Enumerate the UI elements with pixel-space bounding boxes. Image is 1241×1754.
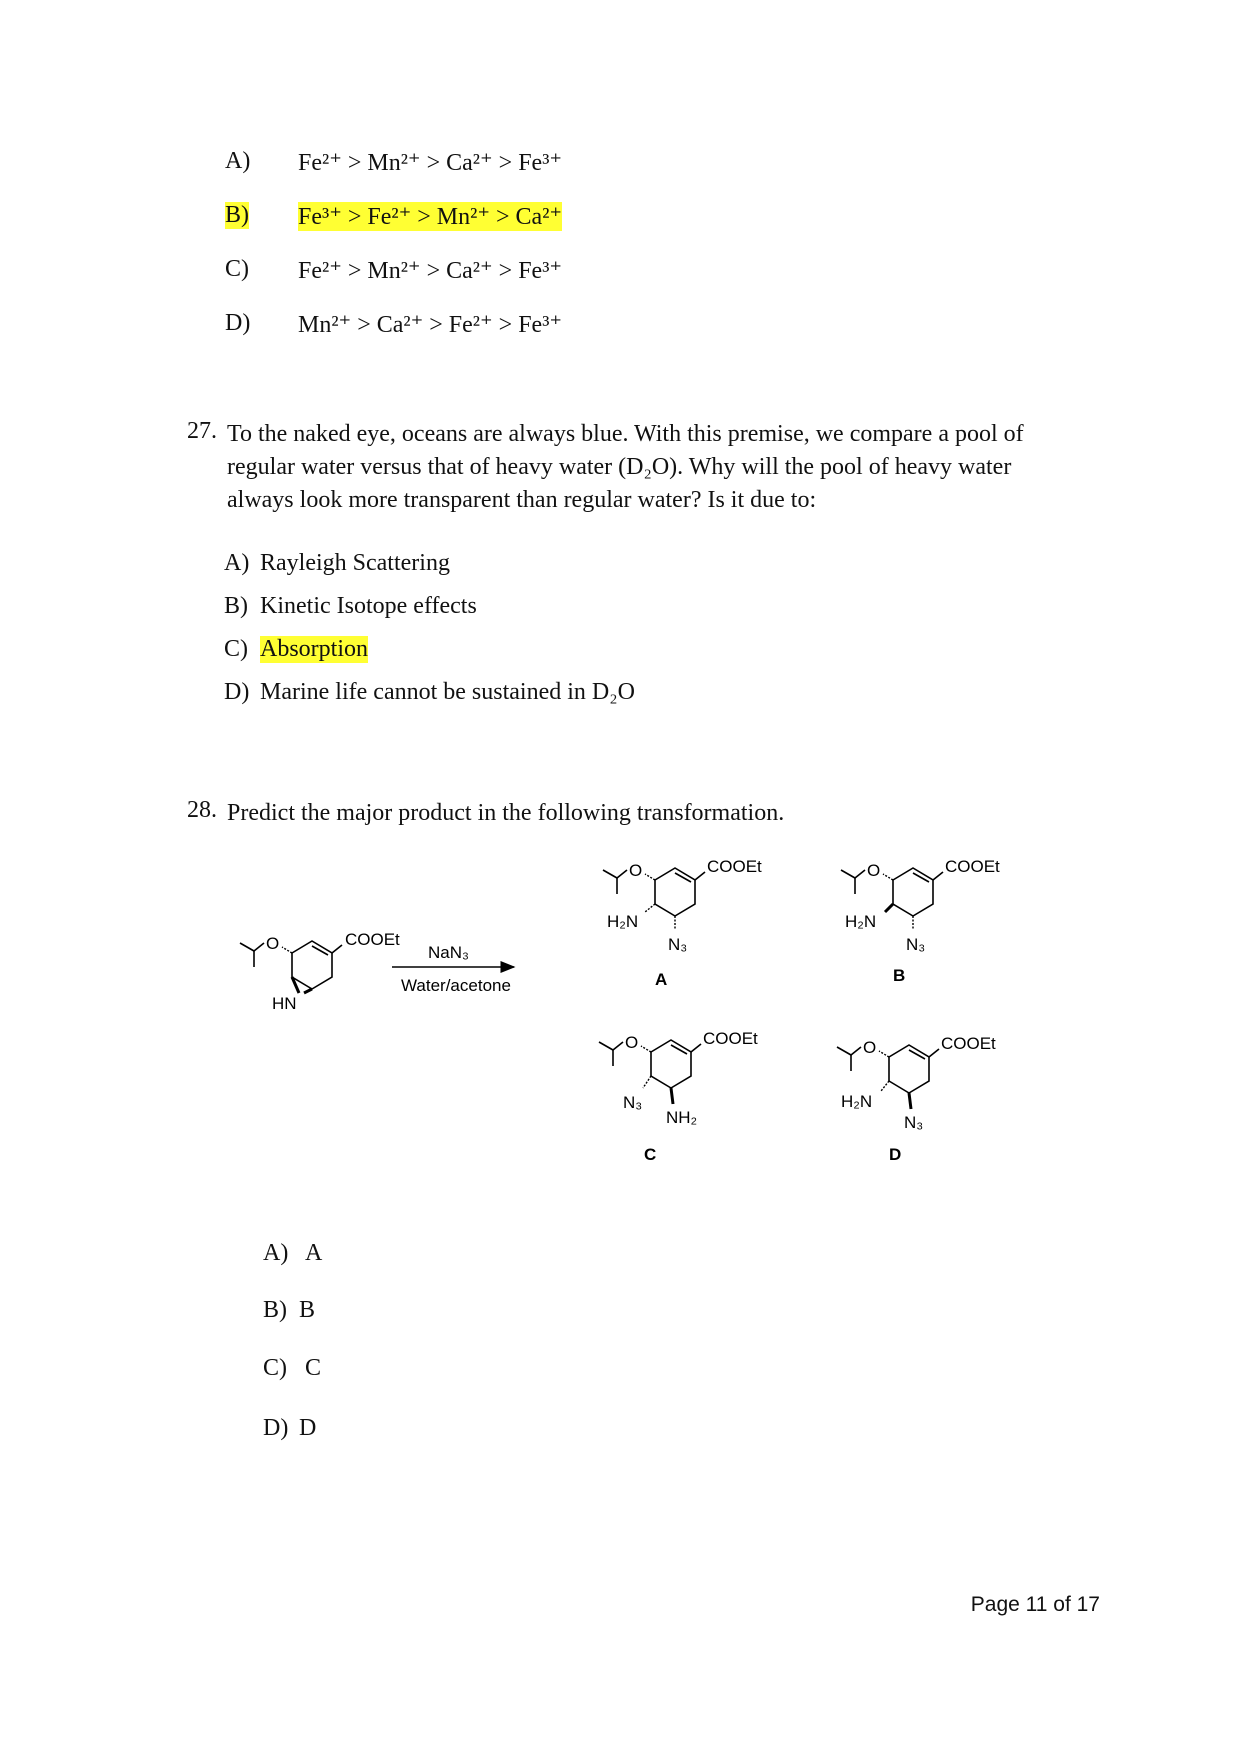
q27-option-b-text: Kinetic Isotope effects <box>260 593 477 619</box>
product-c-amine: NH₂ <box>666 1108 698 1127</box>
q26-option-a-label: A) <box>225 148 251 174</box>
reagent-label: NaN₃ <box>428 943 469 962</box>
q26-option-b-label: B) <box>225 202 249 228</box>
q26-option-d-label: D) <box>225 310 251 336</box>
q27-option-b-label: B) <box>224 593 248 619</box>
q28-number: 28. <box>187 797 217 823</box>
q28-option-c-label: C) <box>263 1355 287 1381</box>
product-b-azide: N₃ <box>906 935 926 954</box>
q28-option-a-label: A) <box>263 1240 289 1266</box>
sm-ester: COOEt <box>345 930 400 949</box>
product-b-letter: B <box>893 966 906 985</box>
product-b-ester: COOEt <box>945 857 1000 876</box>
q26-option-d-text: Mn²⁺ > Ca²⁺ > Fe²⁺ > Fe³⁺ <box>298 312 563 338</box>
product-a <box>603 857 762 989</box>
q26-option-c-text: Fe²⁺ > Mn²⁺ > Ca²⁺ > Fe³⁺ <box>298 258 563 284</box>
sm-aziridine: HN <box>272 994 297 1013</box>
product-c <box>599 1029 758 1164</box>
product-c-ester: COOEt <box>703 1029 758 1048</box>
product-a-letter: A <box>655 970 668 989</box>
q28-text: Predict the major product in the following transformation. <box>227 800 785 826</box>
q26-option-a-text: Fe²⁺ > Mn²⁺ > Ca²⁺ > Fe³⁺ <box>298 150 563 176</box>
solvent-label: Water/acetone <box>401 976 511 995</box>
q26-option-b-text: Fe³⁺ > Fe²⁺ > Mn²⁺ > Ca²⁺ <box>298 204 563 230</box>
product-d <box>837 1034 996 1164</box>
product-c-letter: C <box>644 1145 657 1164</box>
q27-line-1: To the naked eye, oceans are always blue. With this premise, we compare a pool of <box>227 421 1024 447</box>
product-c-azide: N₃ <box>623 1093 643 1112</box>
product-d-ester: COOEt <box>941 1034 996 1053</box>
product-d-azide: N₃ <box>904 1113 924 1132</box>
product-a-azide: N₃ <box>668 935 688 954</box>
sm-oxygen: O <box>266 934 280 953</box>
reaction-arrow <box>392 943 514 995</box>
starting-material <box>240 930 400 1013</box>
product-a-amine: H₂N <box>607 912 639 931</box>
q27-option-a-label: A) <box>224 550 250 576</box>
q28-option-b-label: B) <box>263 1297 287 1323</box>
q27-option-c-label: C) <box>224 636 248 662</box>
q26-option-c-label: C) <box>225 256 249 282</box>
product-b-amine: H₂N <box>845 912 877 931</box>
product-a-oxygen: O <box>629 861 643 880</box>
product-d-oxygen: O <box>863 1038 877 1057</box>
q27-option-c-text: Absorption <box>260 636 368 662</box>
product-b-oxygen: O <box>867 861 881 880</box>
product-b <box>841 857 1000 985</box>
q27-number: 27. <box>187 418 217 444</box>
q27-line-2: regular water versus that of heavy water (D₂O). Why will the pool of heavy water <box>227 454 1012 480</box>
q28-option-d-text: D <box>299 1415 317 1441</box>
q28-option-c-text: C <box>305 1355 322 1381</box>
q27-option-a-text: Rayleigh Scattering <box>260 550 450 576</box>
page-number: Page 11 of 17 <box>970 1593 1100 1616</box>
q28-option-b-text: B <box>299 1297 316 1323</box>
product-d-letter: D <box>889 1145 902 1164</box>
q28-option-a-text: A <box>305 1240 323 1266</box>
product-c-oxygen: O <box>625 1033 639 1052</box>
product-a-ester: COOEt <box>707 857 762 876</box>
q27-line-3: always look more transparent than regular water? Is it due to: <box>227 487 817 513</box>
q27-option-d-text: Marine life cannot be sustained in D₂O <box>260 679 635 705</box>
product-d-amine: H₂N <box>841 1092 873 1111</box>
q27-option-d-label: D) <box>224 679 250 705</box>
q28-option-d-label: D) <box>263 1415 289 1441</box>
